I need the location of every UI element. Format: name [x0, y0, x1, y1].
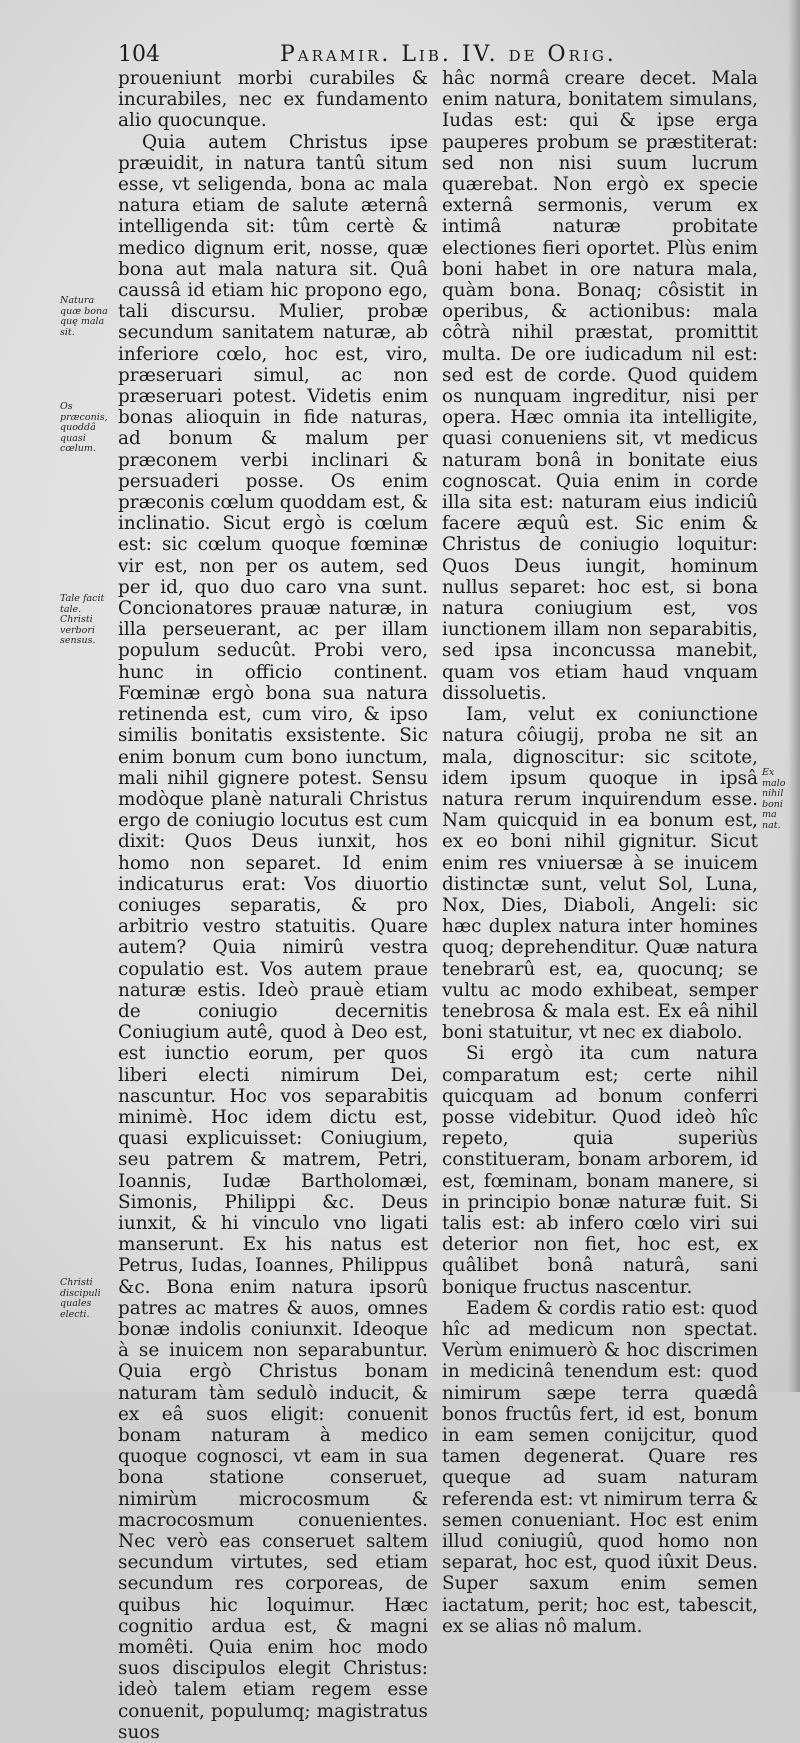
- left-paragraph-continuation: proueniunt morbi curabiles & incurabiles, nec ex fundamento alio quocunque.: [118, 68, 428, 132]
- right-paragraph-continuation: hâc normâ creare decet. Mala enim natura, bonitatem simulans, Iudas est: qui & ipse erga pauperes probum se præstiterat: sed non nisi suum lucrum quærebat. Non ergò ex specie externâ sermonis, verum ex intimâ naturæ probitate electiones fieri oportet. Plùs enim boni habet in ore natura mala, quàm bona. Bonaq; côsistit in operibus, & actionibus: mala côtrà nihil præstat, promittit multa. De ore iudicadum nil est: sed est de corde. Quod quidem os nunquam ingreditur, nisi per opera. Hæc omnia ita intelligite, quasi conueniens sit, vt medicus naturam bonâ in bonitate eius cognoscat. Quia enim in corde illa sita est: naturam eius indiciû facere æquû est. Sic enim & Christus de coniugio loquitur: Quos Deus iungit, hominum nullus separet: hoc est, si bona natura coniugium est, vos iunctionem illam non separabitis, sed ipsa inconcussa manebit, quam vos etiam haud vnquam dissoluetis.: [442, 68, 758, 704]
- page-edge-shadow: [788, 0, 800, 1392]
- page-number: 104: [118, 42, 160, 67]
- margin-note: Os præconis, quoddâ quasi cœlum.: [60, 401, 108, 454]
- right-paragraph: Si ergò ita cum natura comparatum est; certe nihil quicquam ad bonum conferri posse videbitur. Quod ideò hîc repeto, quia superiùs constitueram, bonam arborem, id est, fœminam, bonam manere, si in principio bonæ naturæ fuit. Si talis est: ab infero cœlo viri sui deterior non fiet, hoc est, ex quâlibet bonâ naturâ, sani bonique fructus nascentur.: [442, 1043, 758, 1298]
- margin-note: Tale facit tale. Christi verbori sensus.: [60, 593, 105, 646]
- margin-note: Ex malo nihil boni ma nat.: [762, 767, 786, 831]
- running-head: Paramir. Lib. IV. de Orig.: [280, 42, 617, 67]
- left-paragraph: Quia autem Christus ipse præuidit, in natura tantû situm esse, vt seligenda, bona ac mala natura etiam de salute æternâ intelligenda sit: tûm certè & medico dignum erit, nosse, quæ bona aut mala natura sit. Quâ caussâ id etiam hic propono ego, tali discursu. Mulier, probæ secundum sanitatem naturæ, ab inferiore cœlo, hoc est, viro, præseruari simul, ac non præseruari potest. Videtis enim bonas alioquin in fide naturas, ad bonum & malum per præconem verbi inclinari & persuaderi posse. Os enim præconis cœlum quoddam est, & inclinatio. Sicut ergò is cœlum est: sic cœlum quoque fœminæ vir est, non per os autem, sed per id, quo duo caro vna sunt. Concionatores prauæ naturæ, in illa perseuerant, ac per illam populum seducût. Probi vero, hunc in officio continent. Fœminæ ergò bona sua natura retinenda est, cum viro, & ipso similis bonitatis exsistente. Sic enim bonum cum bono iunctum, mali nihil gignere potest. Sensu modòque planè naturali Christus ergo de coniugio locutus est cum dixit: Quos Deus iunxit, hos homo non separet. Id enim indicaturus erat: Vos diuortio coniuges separatis, & pro arbitrio vestro statuitis. Quare autem? Quia nimirû vestra copulatio est. Vos autem praue naturæ estis. Ideò prauè etiam de coniugio decernitis Coniugium autê, quod à Deo est, est iunctio eorum, per quos liberi electi nimirum Dei, nascuntur. Hoc vos separabitis minimè. Hoc idem dictu est, quasi explicuisset: Coniugium, seu patrem & matrem, Petri, Ioannis, Iudæ Bartholomæi, Simonis, Philippi &c. Deus iunxit, & hi vinculo vno ligati manserunt. Ex his natus est Petrus, Iudas, Ioannes, Philippus &c. Bona enim natura ipsorû patres ac matres & auos, omnes bonæ indolis coniunxit. Ideoque à se inuicem non separabuntur. Quia ergò Christus bonam naturam tàm sedulò inducit, & ex eâ suos eligit: conuenit bonam naturam à medico quoque cognosci, vt eam in sua bona statione conseruet, nimirùm microcosmum & macrocosmum conuenientes. Nec verò eas conseruet saltem secundum virtutes, sed etiam secundum res corporeas, de quibus hic loquimur. Hæc cognitio ardua est, & magni momêti. Quia enim hoc modo suos discipulos elegit Christus: ideò talem etiam regem esse conuenit, populumq; magistratus suos: [118, 131, 428, 1743]
- page-header: [118, 42, 678, 67]
- right-paragraph: Eadem & cordis ratio est: quod hîc ad medicum non spectat. Verùm enimuerò & hoc discrimen in medicinâ tenendum est: quod nimirum sæpe terra quædâ bonos fructûs fert, id est, bonum in eam semen conijcitur, quod tamen degenerat. Quare res queque ad suam naturam referenda est: vt nimirum terra & semen conueniant. Hoc est enim illud coniugiû, quod homo non separat, hoc est, quod iûxit Deus. Super saxum enim semen iactatum, perit; hoc est, tabescit, ex se alias nô malum.: [442, 1297, 758, 1637]
- left-column: [118, 68, 428, 1743]
- right-paragraph: Iam, velut ex coniunctione natura côiugij, proba ne sit an mala, dignoscitur: sic scitote, idem ipsum quoque in ipsâ natura rerum inquirendum esse. Nam quicquid in ea bonum est, ex eo boni nihil gignitur. Sicut enim res vniuersæ à se inuicem distinctæ sunt, velut Sol, Luna, Nox, Dies, Diaboli, Angeli: sic hæc duplex natura inter homines quoq; deprehenditur. Quæ natura tenebrarû est, ea, quocunq; se vultu ac modo exhibeat, semper tenebrosa & mala est. Ex eâ nihil boni statuitur, vt nec ex diabolo.: [442, 704, 758, 1044]
- margin-note: Christi discipuli quales electi.: [60, 1277, 101, 1320]
- margin-note: Natura quæ bona quę mala sit.: [60, 295, 108, 338]
- right-column: [442, 68, 758, 1637]
